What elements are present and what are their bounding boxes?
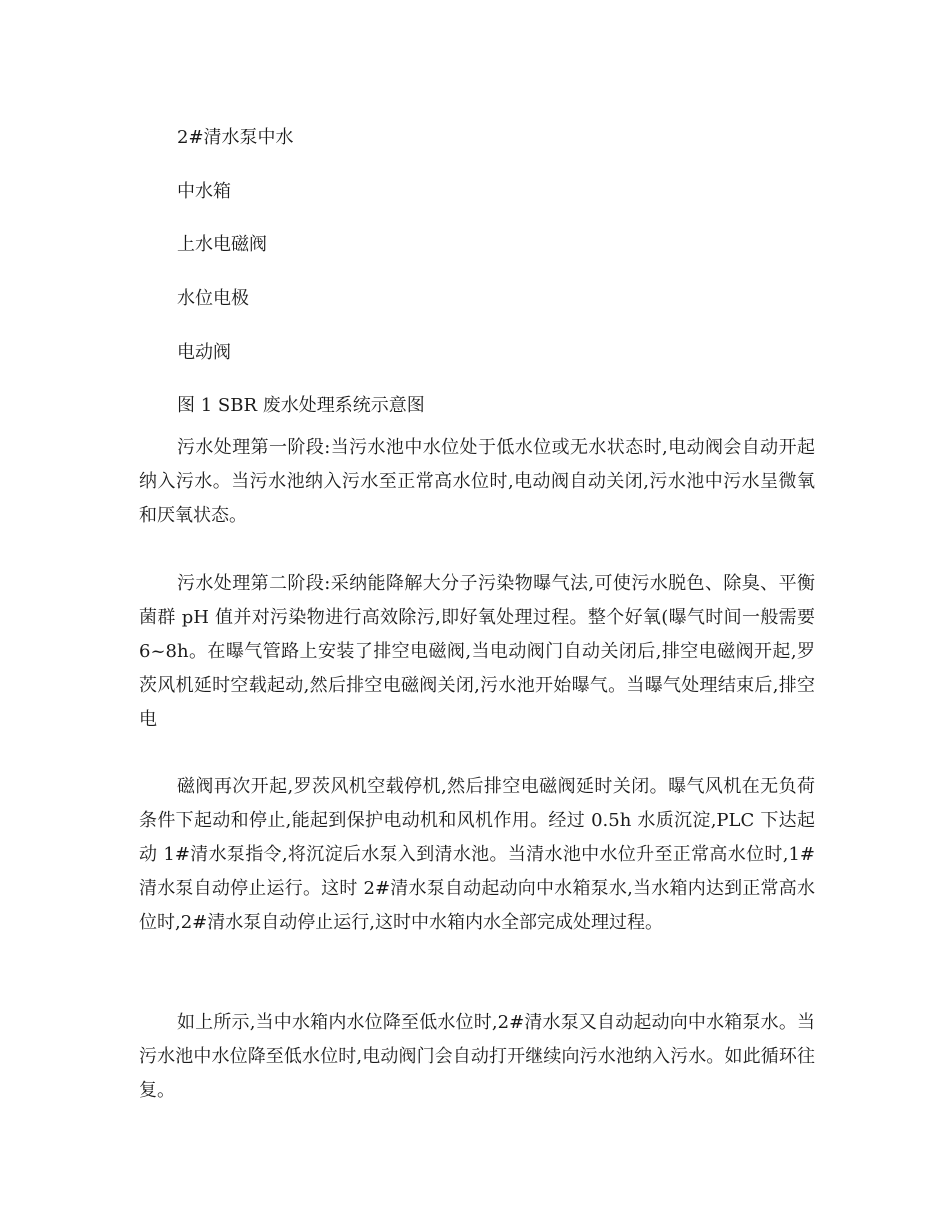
figure-label-water-tank: 中水箱 bbox=[177, 181, 231, 202]
figure-label-inlet-solenoid-valve: 上水电磁阀 bbox=[177, 234, 267, 255]
paragraph-continuation: 磁阀再次开起,罗茨风机空载停机,然后排空电磁阀延时关闭。曝气风机在无负荷条件下起动和停止,能起到保护电动机和风机作用。经过 0.5h 水质沉淀,PLC 下达起动 1#清水泵指令,将沉淀后水泵入到清水池。当清水池中水位升至正常高水位时,1#清水泵自动停止运行。这时 2#清水泵自动起动向中水箱泵水,当水箱内达到正常高水位时,2#清水泵自动停止运行,这时中水箱内水全部完成处理过程。 bbox=[139, 776, 815, 933]
figure-label-motorized-valve: 电动阀 bbox=[177, 342, 231, 363]
paragraph-stage-two: 污水处理第二阶段:采纳能降解大分子污染物曝气法,可使污水脱色、除臭、平衡菌群 pH 值并对污染物进行高效除污,即好氧处理过程。整个好氧(曝气时间一般需要 6~8h。在曝气管路上安装了排空电磁阀,当电动阀门自动关闭后,排空电磁阀开起,罗茨风机延时空载起动,然后排空电磁阀关闭,污水池开始曝气。当曝气处理结束后,排空电 bbox=[139, 573, 815, 730]
paragraph-summary: 如上所示,当中水箱内水位降至低水位时,2#清水泵又自动起动向中水箱泵水。当污水池中水位降至低水位时,电动阀门会自动打开继续向污水池纳入污水。如此循环往复。 bbox=[139, 1012, 815, 1101]
paragraph-stage-one: 污水处理第一阶段:当污水池中水位处于低水位或无水状态时,电动阀会自动开起纳入污水。当污水池纳入污水至正常高水位时,电动阀自动关闭,污水池中污水呈微氧和厌氧状态。 bbox=[139, 437, 815, 526]
figure-label-clear-water-pump: 2#清水泵中水 bbox=[177, 127, 294, 148]
figure-caption: 图 1 SBR 废水处理系统示意图 bbox=[177, 395, 425, 416]
figure-label-level-electrode: 水位电极 bbox=[177, 288, 249, 309]
